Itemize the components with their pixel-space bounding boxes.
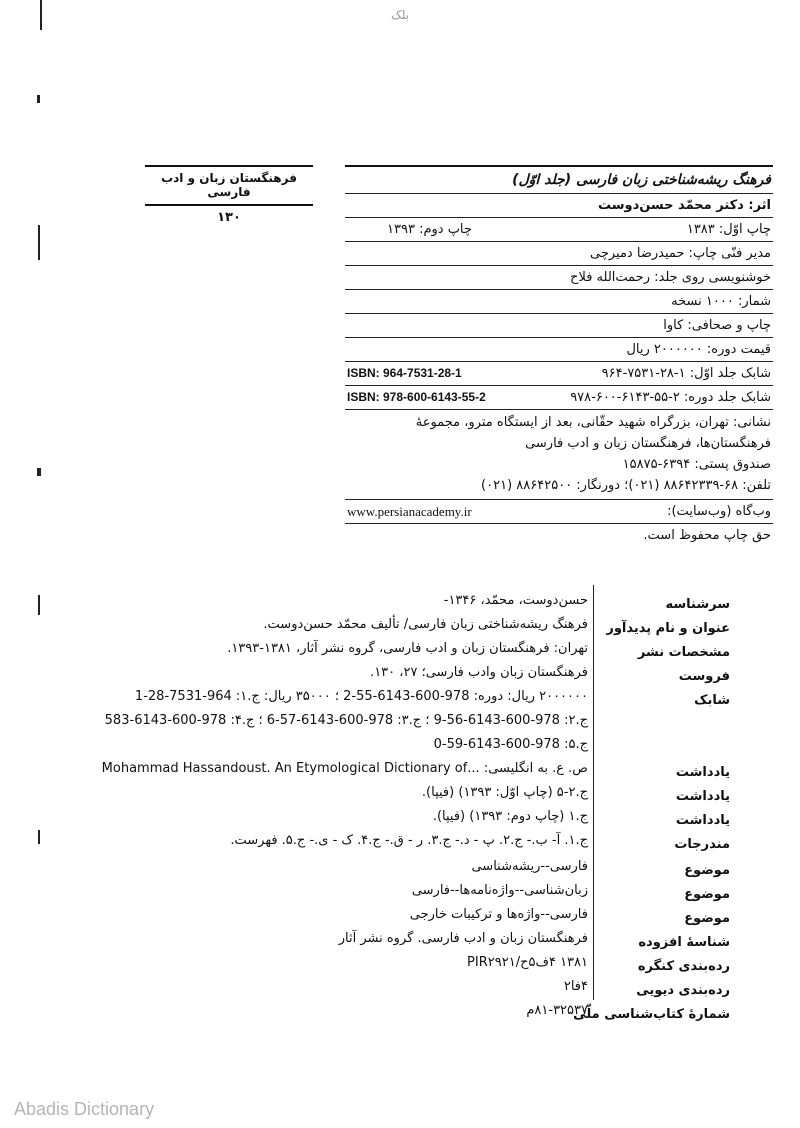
catalog-label: موضوع: [684, 863, 730, 878]
catalog-label: سرشناسه: [665, 597, 730, 612]
printing: چاپ و صحافی: کاوا: [345, 314, 773, 338]
isbn-vol1-latin: ISBN: 964-7531-28-1: [347, 366, 462, 380]
catalog-label: فروست: [678, 669, 730, 684]
catalog-value: فارسی--ریشه‌شناسی: [471, 859, 588, 874]
catalog-value: ۲۰۰۰۰۰۰ ریال: دوره: 978-600-6143-55-2 ؛ ۳۵۰۰۰ ریال: ج.۱: 964-7531-28-1: [134, 689, 588, 704]
catalog-row: [0, 859, 800, 883]
catalog-value: ج.۱ (چاپ دوم: ۱۳۹۳) (فیپا).: [432, 809, 588, 824]
isbn-vol1-persian: شابک جلد اوّل: ۱-۲۸-۷۵۳۱-۹۶۴: [601, 366, 771, 381]
technical-director: مدیر فنّی چاپ: حمیدرضا دمیرچی: [345, 242, 773, 266]
catalog-value: ۱۳۸۱ ۴ف۵ح/PIR۲۹۲۱: [467, 955, 588, 970]
catalog-value: ص. ع. به انگلیسی: ...Mohammad Hassandoust. An Etymological Dictionary of: [101, 761, 588, 776]
catalog-label: رده‌بندی کنگره: [637, 959, 730, 974]
catalog-value: تهران: فرهنگستان زبان و ادب فارسی، گروه نشر آثار، ۱۳۸۱-۱۳۹۳.: [227, 641, 588, 656]
scan-artifact: [37, 468, 41, 476]
catalog-row: [0, 809, 800, 833]
catalog-label: مشخصات نشر: [637, 645, 730, 660]
circulation: شمار: ۱۰۰۰ نسخه: [345, 290, 773, 314]
address-line: نشانی: تهران، بزرگراه شهید حقّانی، بعد از ایستگاه مترو، مجموعهٔ: [415, 415, 771, 430]
catalog-row: [0, 1003, 800, 1027]
catalog-label: موضوع: [684, 887, 730, 902]
catalog-row: [0, 955, 800, 979]
scan-artifact: [37, 95, 40, 103]
address-block: [345, 410, 773, 500]
catalog-row: [0, 931, 800, 955]
catalog-value: ج.۲: 978-600-6143-56-9 ؛ ج.۳: 978-600-6143-57-6 ؛ ج.۴: 978-600-6143-583: [104, 713, 588, 728]
page-header-note: بلک: [390, 8, 410, 22]
website-label: وب‌گاه (وب‌سایت):: [667, 504, 771, 519]
catalog-label: یادداشت: [675, 765, 730, 780]
catalog-value: حسن‌دوست، محمّد، ۱۳۴۶-: [443, 593, 588, 608]
catalog-row: [0, 979, 800, 1003]
catalog-row: [0, 641, 800, 665]
catalog-row: [0, 737, 800, 761]
address-line: فرهنگستان‌ها، فرهنگستان زبان و ادب فارسی: [525, 436, 771, 451]
catalog-label: یادداشت: [675, 813, 730, 828]
series-number: ۱۳۰: [217, 210, 241, 225]
catalog-value: فارسی--واژه‌ها و ترکیبات خارجی: [409, 907, 588, 922]
catalog-label: شناسهٔ افزوده: [638, 935, 730, 950]
book-title: فرهنگ ریشه‌شناختی زبان فارسی (جلد اوّل): [345, 167, 773, 194]
catalog-row: [0, 833, 800, 857]
catalog-value: ۴فا۲: [563, 979, 588, 994]
catalog-label: عنوان و نام پدیدآور: [606, 621, 730, 636]
copyright-notice: حق چاپ محفوظ است.: [643, 528, 771, 543]
colophon: [345, 165, 773, 547]
cataloging-record: [0, 585, 800, 1022]
catalog-row: [0, 665, 800, 689]
catalog-value: ۸۱-۳۲۵۳۷م: [526, 1003, 588, 1018]
catalog-row: [0, 907, 800, 931]
scan-artifact: [38, 225, 40, 260]
catalog-row: [0, 593, 800, 617]
catalog-label: یادداشت: [675, 789, 730, 804]
series-box: [145, 165, 313, 225]
catalog-label: شابک: [694, 693, 730, 708]
catalog-row: [0, 617, 800, 641]
catalog-row: [0, 713, 800, 737]
author-line: اثر: دکتر محمّد حسن‌دوست: [345, 194, 773, 218]
phone-fax: تلفن: ۶۸-۸۸۶۴۲۳۳۹ (۰۲۱)؛ دورنگار: ۸۸۶۴۲۵۰۰ (۰۲۱): [481, 478, 771, 493]
website-row: [345, 500, 773, 524]
series-title: فرهنگستان زبان و ادب فارسی: [161, 171, 297, 199]
watermark: Abadis Dictionary: [14, 1099, 155, 1119]
price: قیمت دوره: ۲۰۰۰۰۰۰ ریال: [345, 338, 773, 362]
catalog-value: فرهنگ ریشه‌شناختی زبان فارسی/ تألیف محمّد حسن‌دوست.: [263, 617, 588, 632]
second-print: چاپ دوم: ۱۳۹۳: [387, 222, 472, 237]
catalog-label: موضوع: [684, 911, 730, 926]
catalog-row: [0, 689, 800, 713]
catalog-value: ج.۲-۵ (چاپ اوّل: ۱۳۹۳) (فیپا).: [421, 785, 588, 800]
isbn-set-persian: شابک جلد دوره: ۲-۵۵-۶۱۴۳-۶۰۰-۹۷۸: [570, 390, 771, 405]
isbn-volume-1: [345, 362, 773, 386]
website-link[interactable]: www.persianacademy.ir: [347, 504, 472, 519]
cover-calligraphy: خوشنویسی روی جلد: رحمت‌الله فلاح: [345, 266, 773, 290]
catalog-row: [0, 761, 800, 785]
catalog-value: ج.۵: 978-600-6143-59-0: [433, 737, 588, 752]
catalog-value: زبان‌شناسی--واژه‌نامه‌ها--فارسی: [411, 883, 588, 898]
catalog-label: شمارهٔ کتاب‌شناسی ملّی: [573, 1007, 730, 1022]
catalog-row: [0, 785, 800, 809]
catalog-value: فرهنگستان زبان و ادب فارسی. گروه نشر آثار: [338, 931, 588, 946]
catalog-value: فرهنگستان زبان وادب فارسی؛ ۲۷، ۱۳۰.: [370, 665, 588, 680]
catalog-label: رده‌بندی دیویی: [636, 983, 730, 998]
catalog-value: ج.۱. آ- ب.- ج.۲. پ - د.- ج.۳. ر - ق.- ج.۴. ک - ی.- ج.۵. فهرست.: [230, 833, 588, 848]
first-print: چاپ اوّل: ۱۳۸۳: [686, 222, 771, 237]
isbn-set-latin: ISBN: 978-600-6143-55-2: [347, 390, 486, 404]
catalog-row: [0, 883, 800, 907]
isbn-set: [345, 386, 773, 410]
catalog-label: مندرجات: [674, 837, 730, 852]
po-box: صندوق پستی: ۶۳۹۴-۱۵۸۷۵: [622, 457, 771, 472]
print-editions: [345, 218, 773, 242]
